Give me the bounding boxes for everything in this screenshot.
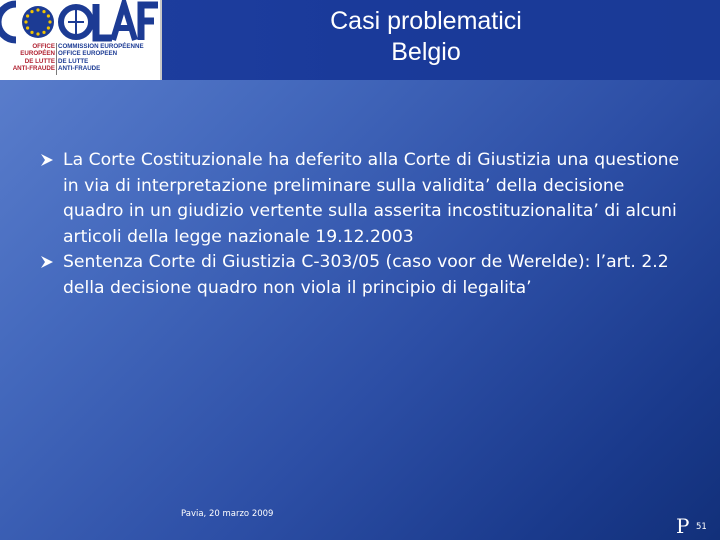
bullet-item — [40, 148, 690, 250]
page-number: 51 — [696, 522, 707, 532]
bullet-item — [40, 250, 690, 301]
arrow-bullet-icon — [40, 148, 60, 167]
logo-caption-right: COMMISSION EUROPÉENNE OFFICE EUROPEEN DE LUTTE ANTI-FRAUDE — [58, 43, 144, 73]
slide-title-line-2: Belgio — [391, 38, 461, 66]
logo-divider — [56, 43, 57, 75]
olaf-logo — [0, 0, 162, 80]
slide-title-line-1: Casi problematici — [330, 7, 522, 35]
footer-date: Pavia, 20 marzo 2009 — [181, 509, 274, 519]
olaf-logo-graphic — [0, 0, 160, 44]
slide-content — [40, 148, 690, 302]
logo-caption-left: OFFICE EUROPÉEN DE LUTTE ANTI-FRAUDE — [12, 43, 55, 73]
slide-title — [166, 6, 686, 68]
page-letter: P — [676, 514, 690, 538]
bullet-text: La Corte Costituzionale ha deferito alla Corte di Giustizia una questione in via di interpretazione preliminare sulla validita’ della decisione quadro in un giudizio vertente sulla asserita incostituzionalita’ di alcuni articoli della legge nazionale 19.12.2003 — [63, 150, 680, 247]
arrow-bullet-icon — [40, 250, 60, 269]
bullet-text: Sentenza Corte di Giustizia C-303/05 (caso voor de Werelde): l’art. 2.2 della decisione quadro non viola il principio di legalita’ — [63, 252, 669, 298]
